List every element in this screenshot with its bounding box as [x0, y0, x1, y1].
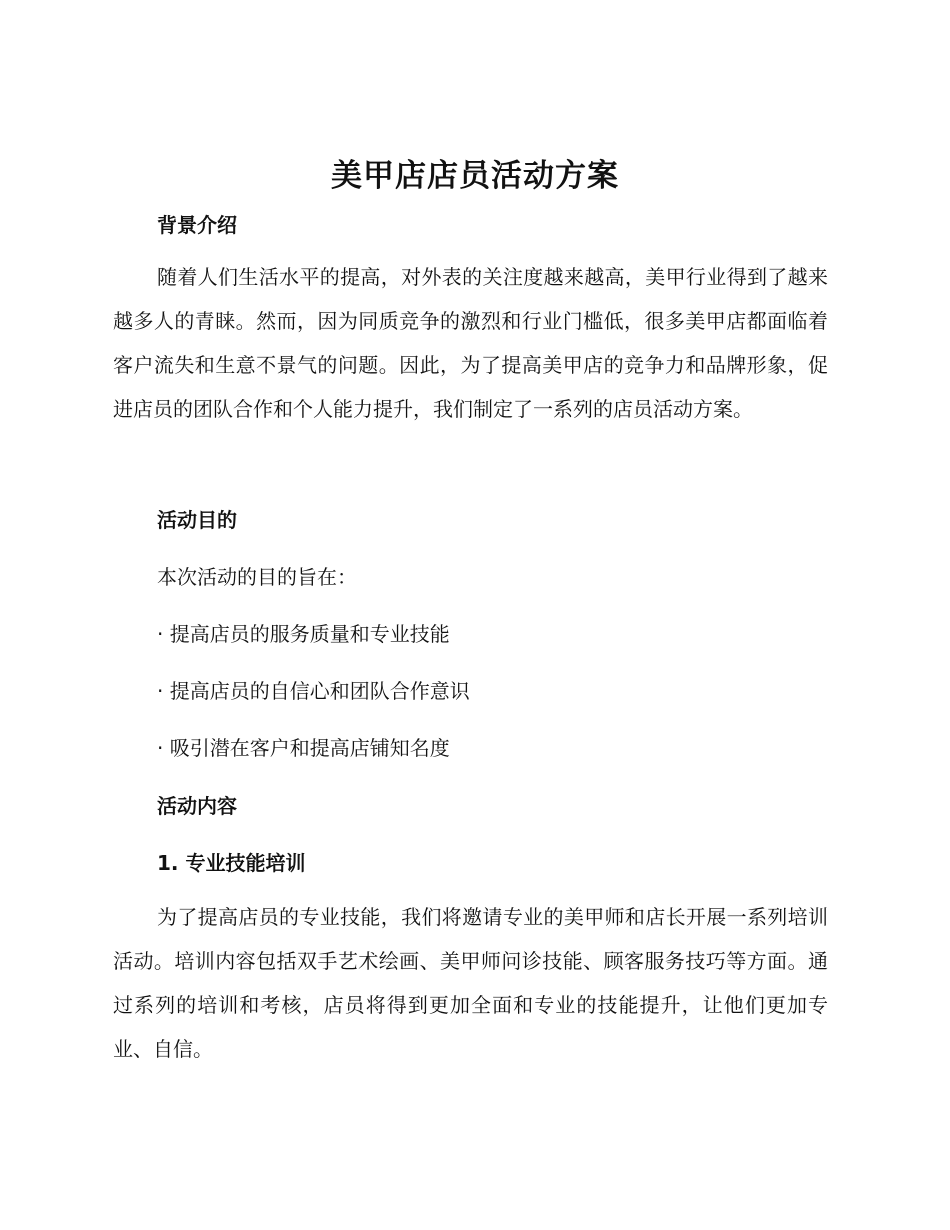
purpose-list-item: · 提高店员的自信心和团队合作意识	[157, 679, 470, 703]
background-heading: 背景介绍	[157, 213, 237, 237]
purpose-list-item: · 提高店员的服务质量和专业技能	[157, 622, 450, 646]
purpose-intro: 本次活动的目的旨在：	[157, 565, 357, 589]
purpose-heading: 活动目的	[157, 508, 237, 532]
document-title: 美甲店店员活动方案	[331, 158, 619, 194]
section1-heading: 1. 专业技能培训	[157, 851, 306, 875]
section1-paragraph: 为了提高店员的专业技能，我们将邀请专业的美甲师和店长开展一系列培训活动。培训内容包括双手艺术绘画、美甲师问诊技能、顾客服务技巧等方面。通过系列的培训和考核，店员将得到更加全面和专业的技能提升，让他们更加专业、自信。	[113, 905, 828, 1061]
background-paragraph: 随着人们生活水平的提高，对外表的关注度越来越高，美甲行业得到了越来越多人的青睐。然而，因为同质竞争的激烈和行业门槛低，很多美甲店都面临着客户流失和生意不景气的问题。因此，为了提高美甲店的竞争力和品牌形象，促进店员的团队合作和个人能力提升，我们制定了一系列的店员活动方案。	[113, 265, 828, 421]
purpose-list-item: · 吸引潜在客户和提高店铺知名度	[157, 736, 450, 760]
content-heading: 活动内容	[157, 794, 237, 818]
